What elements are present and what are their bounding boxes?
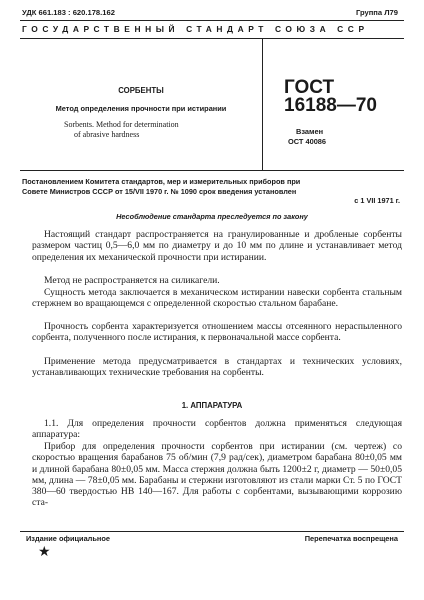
- group-code: Группа Л79: [355, 8, 398, 17]
- decree-line-2: Совете Министров СССР от 15/VII 1970 г. № 1090 срок введения установлен: [22, 186, 297, 196]
- english-title-line-1: Sorbents. Method for determination: [64, 120, 179, 129]
- paragraph-application: Применение метода предусматривается в стандартах и технических условиях, устанавливающих технические требования на сорбенты.: [32, 356, 402, 379]
- section-heading: 1. АППАРАТУРА: [181, 401, 243, 410]
- header-rule: [20, 38, 404, 39]
- decree-line-3: с 1 VII 1971 г.: [354, 196, 400, 206]
- document-title: СОРБЕНТЫ: [118, 86, 164, 95]
- english-title: [64, 120, 244, 140]
- title-block-rule: [20, 170, 404, 171]
- replacement-label: Взамен: [296, 127, 324, 136]
- paragraph-scope: Настоящий стандарт распространяется на гранулированные и дробленые сорбенты размером частиц 0,5—6,0 мм по диаметру и до 10 мм по длине и устанавливает метод определения их механической прочности при истирании.: [32, 229, 402, 263]
- gost-label: ГОСТ: [284, 77, 335, 98]
- gost-number: 16188—70: [284, 95, 377, 116]
- top-rule: [20, 20, 404, 21]
- english-title-line-2: of abrasive hardness: [74, 130, 140, 139]
- method-title: Метод определения прочности при истирании: [55, 104, 227, 113]
- paragraph-apparatus: Прибор для определения прочности сорбентов при истирании (см. чертеж) со скоростью вращения барабанов 75 об/мин (7,9 рад/сек), диаметром барабана 80±0,05 мм и длиной барабана 80±0,05 мм. Масса стержня должна быть 1200±2 г, диаметр — 50±0,05 мм, длина — 78±0,05 мм. Барабаны и стержни изготовляют из стали марки Ст. 5 по ГОСТ 380—60 твердостью НВ 140—167. Для работы с сорбентами, вызывающими коррозию ста-: [32, 441, 402, 509]
- paragraph-exclusion: Метод не распространяется на силикагели.: [44, 275, 220, 286]
- edition-label: Издание официальное: [26, 534, 111, 543]
- law-notice: Несоблюдение стандарта преследуется по закону: [116, 212, 308, 221]
- footer-rule: [20, 531, 404, 532]
- title-block-divider: [262, 39, 263, 170]
- reprint-notice: Перепечатка воспрещена: [304, 534, 398, 543]
- decree-line-1: Постановлением Комитета стандартов, мер и измерительных приборов при: [22, 177, 301, 186]
- paragraph-essence: Сущность метода заключается в механическом истирании навески сорбента стальным стержнем во вращающемся с определенной скоростью стальном барабане.: [32, 287, 402, 310]
- paragraph-strength: Прочность сорбента характеризуется отношением массы отсеянного нераспыленного сорбента, полученного после истирания, к первоначальной массе сорбента.: [32, 321, 402, 344]
- paragraph-1-1: 1.1. Для определения прочности сорбентов должна применяться следующая аппаратура:: [32, 418, 402, 441]
- star-icon: ★: [38, 544, 51, 560]
- replacement-value: ОСТ 40086: [288, 137, 327, 146]
- udk-code: УДК 661.183 : 620.178.162: [22, 8, 115, 17]
- decree: [22, 177, 400, 206]
- standard-title: ГОСУДАРСТВЕННЫЙ СТАНДАРТ СОЮЗА ССР: [22, 24, 369, 34]
